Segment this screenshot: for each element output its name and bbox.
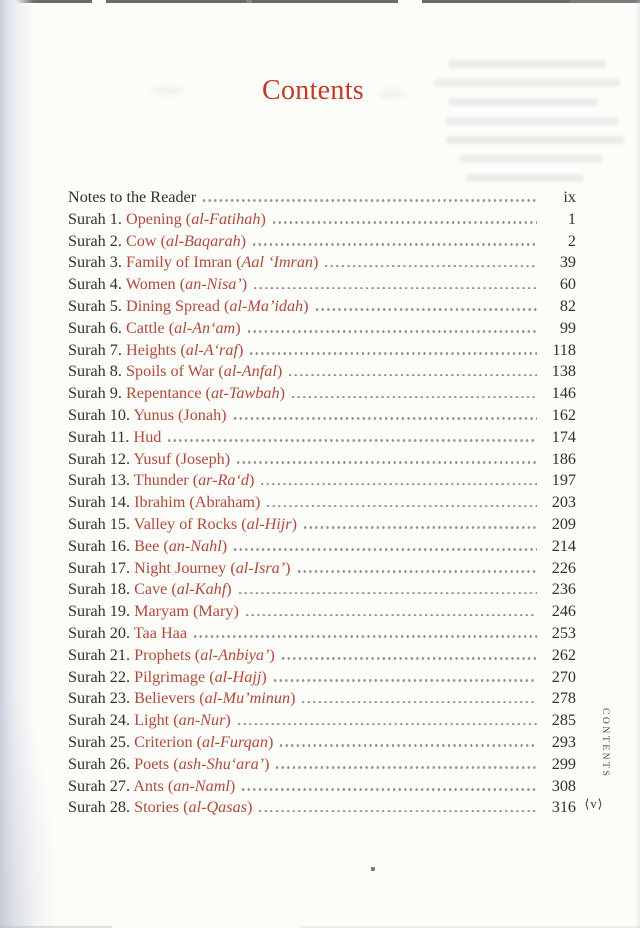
toc-entry-transliteration: al-Furqan [201, 732, 268, 751]
toc-entry-transliteration: al-Mu’minun [204, 689, 291, 708]
toc-entry-label: Surah 1. [68, 209, 122, 228]
bleedthrough-line [446, 117, 618, 125]
toc-entry [68, 558, 576, 580]
toc-entry-text [68, 231, 246, 253]
toc-entry-label: Surah 18. [68, 580, 131, 599]
toc-entry-page: 174 [551, 427, 576, 446]
toc-entry-title: Prophets (al-Anbiya’) [130, 645, 275, 664]
toc-entry-page: 236 [551, 580, 576, 599]
toc-entry [68, 209, 576, 231]
toc-entry-text [68, 427, 161, 449]
dot-leader [234, 409, 537, 420]
toc-entry-page: 186 [551, 449, 576, 468]
scan-top-edge [0, 0, 640, 3]
toc-entry-text [68, 732, 273, 754]
toc-entry-title: Taa Haa [130, 623, 188, 642]
toc-entry-title: Night Journey (al-Isra’) [130, 558, 291, 577]
toc-entry-transliteration: al-Isra’ [235, 558, 286, 577]
toc-entry [68, 667, 576, 689]
toc-entry-title: Thunder (ar-Ra‘d) [130, 471, 255, 490]
toc-entry-label: Surah 26. [68, 754, 131, 773]
dot-leader [248, 322, 537, 333]
toc-entry-page: 209 [551, 514, 576, 533]
toc-entry-page: ix [563, 188, 576, 206]
toc-entry-label: Surah 5. [68, 296, 122, 315]
toc-entry-title: Cave (al-Kahf) [130, 580, 232, 599]
toc-entry-label: Surah 16. [68, 536, 131, 555]
toc-entry-title: Poets (ash-Shu‘ara’) [130, 754, 270, 773]
toc-entry-text [68, 187, 196, 209]
toc-entry-title: Repentance (at-Tawbah) [121, 384, 285, 403]
toc-entry [68, 340, 576, 362]
toc-entry-text [68, 514, 297, 536]
toc-entry-title: Stories (al-Qasas) [130, 798, 253, 817]
toc-entry-label: Notes to the Reader [68, 188, 197, 206]
toc-entry [68, 405, 576, 427]
toc-entry [68, 318, 576, 340]
toc-entry-transliteration: al-Ma’idah [229, 296, 304, 315]
toc-entry-page: 214 [551, 536, 576, 555]
toc-entry-page: 293 [551, 732, 576, 751]
toc-entry-transliteration: al-Anfal [223, 362, 277, 381]
toc-entry [68, 492, 576, 514]
toc-entry-label: Surah 10. [68, 405, 131, 424]
dot-leader [273, 213, 537, 224]
dot-leader [267, 496, 537, 507]
toc-entry-text [68, 558, 291, 580]
toc-entry-text [68, 274, 247, 296]
toc-entry-page: 253 [551, 623, 576, 642]
dot-leader [168, 431, 537, 442]
toc-entry-text [68, 470, 254, 492]
toc-entry-text [68, 688, 295, 710]
toc-entry-label: Surah 17. [68, 558, 131, 577]
toc-entry [68, 252, 576, 274]
toc-entry-page: 285 [551, 711, 576, 730]
toc-entry [68, 449, 576, 471]
toc-entry-label: Surah 2. [68, 231, 122, 250]
toc-entry-label: Surah 6. [68, 318, 122, 337]
toc-entry-label: Surah 12. [68, 449, 131, 468]
toc-entry-title: Light (an-Nur) [130, 711, 231, 730]
toc-entry-page: 138 [551, 362, 576, 381]
toc-entry-transliteration: al-Baqarah [166, 231, 241, 250]
scan-right-edge [635, 0, 640, 928]
toc-entry-text [68, 449, 230, 471]
bleedthrough-line [460, 155, 602, 163]
dot-leader [250, 344, 537, 355]
toc-entry-title: Ibrahim (Abraham) [130, 493, 261, 512]
toc-entry [68, 710, 576, 732]
dot-leader [194, 627, 537, 638]
toc-entry-transliteration: al-Hijr [246, 514, 292, 533]
toc-entry-label: Surah 11. [68, 427, 130, 446]
toc-entry-label: Surah 8. [68, 362, 122, 381]
toc-entry-text [68, 340, 243, 362]
toc-entry-transliteration: al-An‘am [174, 318, 236, 337]
dot-leader [304, 518, 537, 529]
toc-entry [68, 776, 576, 798]
dot-leader [302, 692, 537, 703]
dot-leader [298, 562, 537, 573]
toc-entry [68, 231, 576, 253]
toc-entry-transliteration: an-Nahl [168, 536, 222, 555]
toc-entry-title: Hud [129, 427, 162, 446]
toc-entry-page: 226 [551, 558, 576, 577]
dot-leader [237, 453, 537, 464]
toc-entry-page: 270 [551, 667, 576, 686]
dot-leader [276, 758, 537, 769]
toc-entry [68, 732, 576, 754]
toc-entry-label: Surah 20. [68, 623, 131, 642]
toc-entry [68, 754, 576, 776]
toc-entry-label: Surah 9. [68, 384, 122, 403]
dot-leader [292, 387, 537, 398]
toc-entry-label: Surah 13. [68, 471, 131, 490]
toc-entry [68, 623, 576, 645]
toc-entry-page: 99 [559, 318, 576, 337]
toc-entry-text [68, 296, 309, 318]
dot-leader [259, 801, 537, 812]
dot-leader [261, 474, 537, 485]
toc-entry-page: 197 [551, 471, 576, 490]
dot-leader [246, 605, 537, 616]
toc-entry-transliteration: al-Kahf [176, 580, 227, 599]
toc-entry [68, 797, 576, 819]
toc-entry-text [68, 645, 275, 667]
toc-entry-page: 299 [551, 754, 576, 773]
table-of-contents [68, 187, 576, 819]
toc-entry-label: Surah 28. [68, 798, 131, 817]
toc-entry-text [68, 383, 285, 405]
toc-entry-transliteration: al-Anbiya’ [200, 645, 270, 664]
toc-entry-text [68, 797, 252, 819]
toc-entry-transliteration: al-Hajj [214, 667, 262, 686]
dot-leader [254, 278, 537, 289]
toc-entry [68, 579, 576, 601]
toc-entry-label: Surah 3. [68, 253, 122, 272]
toc-entry-label: Surah 14. [68, 493, 131, 512]
dot-leader [242, 780, 537, 791]
toc-entry-page: 262 [551, 645, 576, 664]
toc-entry-label: Surah 22. [68, 667, 131, 686]
toc-entry-page: 308 [551, 776, 576, 795]
toc-entry-text [68, 776, 235, 798]
toc-entry-title: Ants (an-Naml) [130, 776, 236, 795]
bleedthrough-line [466, 174, 584, 182]
page-number-marker: ⟨v⟩ [584, 797, 604, 811]
toc-entry-title: Women (an-Nisa’) [121, 275, 248, 294]
toc-entry-title: Maryam (Mary) [130, 602, 239, 621]
side-running-head: CONTENTS [600, 708, 610, 779]
toc-entry-page: 146 [551, 384, 576, 403]
toc-entry-transliteration: al-A‘raf [185, 340, 238, 359]
toc-entry-page: 39 [559, 253, 576, 272]
toc-entry-label: Surah 24. [68, 711, 131, 730]
toc-entry-label: Surah 15. [68, 514, 131, 533]
toc-entry-label: Surah 4. [68, 275, 122, 294]
toc-entry-text [68, 318, 241, 340]
toc-entry-text [68, 623, 187, 645]
toc-entry-text [68, 710, 231, 732]
bleedthrough-line [446, 136, 624, 144]
toc-entry-page: 203 [551, 493, 576, 512]
toc-entry [68, 427, 576, 449]
toc-entry-title: Yusuf (Joseph) [130, 449, 231, 468]
toc-entry [68, 383, 576, 405]
toc-entry-transliteration: at-Tawbah [210, 384, 280, 403]
toc-entry [68, 296, 576, 318]
toc-entry-page: 1 [567, 209, 576, 228]
toc-entry-transliteration: an-Naml [173, 776, 230, 795]
toc-entry-title: Bee (an-Nahl) [130, 536, 228, 555]
toc-entry-text [68, 536, 227, 558]
toc-entry-title: Spoils of War (al-Anfal) [121, 362, 283, 381]
toc-entry-title: Valley of Rocks (al-Hijr) [130, 514, 297, 533]
binding-gutter-shadow [0, 0, 34, 928]
toc-entry-text [68, 601, 239, 623]
toc-entry-label: Surah 7. [68, 340, 122, 359]
dot-leader [325, 256, 537, 267]
toc-entry [68, 187, 576, 209]
page-title: Contents [262, 75, 364, 106]
toc-entry-text [68, 405, 227, 427]
dot-leader [239, 583, 537, 594]
toc-entry-title: Opening (al-Fatihah) [121, 209, 266, 228]
dot-leader [280, 736, 537, 747]
dot-leader [282, 649, 537, 660]
toc-entry [68, 514, 576, 536]
toc-entry-label: Surah 23. [68, 689, 131, 708]
toc-entry-page: 60 [559, 275, 576, 294]
toc-entry-page: 2 [567, 231, 576, 250]
toc-entry-text [68, 252, 318, 274]
toc-entry-transliteration: an-Nur [178, 711, 226, 730]
toc-entry-title: Pilgrimage (al-Hajj) [130, 667, 267, 686]
scan-speck [371, 867, 375, 871]
toc-entry-transliteration: Mary [198, 602, 234, 621]
toc-entry [68, 536, 576, 558]
toc-entry-text [68, 361, 282, 383]
toc-entry [68, 274, 576, 296]
toc-entry-text [68, 754, 269, 776]
toc-entry-transliteration: al-Fatihah [191, 209, 261, 228]
toc-entry-title: Yunus (Jonah) [130, 405, 227, 424]
toc-entry-text [68, 667, 267, 689]
toc-entry-page: 162 [551, 405, 576, 424]
dot-leader [316, 300, 537, 311]
toc-entry-transliteration: Jonah [183, 405, 222, 424]
toc-entry [68, 645, 576, 667]
toc-entry-page: 118 [552, 340, 576, 359]
toc-entry [68, 470, 576, 492]
toc-entry-text [68, 579, 232, 601]
dot-leader [274, 671, 537, 682]
toc-entry [68, 688, 576, 710]
toc-entry-page: 82 [559, 296, 576, 315]
dot-leader [203, 191, 537, 202]
toc-entry-page: 246 [551, 602, 576, 621]
toc-entry-page: 278 [551, 689, 576, 708]
toc-entry [68, 601, 576, 623]
toc-entry-transliteration: Abraham [194, 493, 256, 512]
toc-entry-title: Believers (al-Mu’minun) [130, 689, 296, 708]
toc-entry [68, 361, 576, 383]
toc-entry-text [68, 209, 266, 231]
toc-entry-transliteration: an-Nisa’ [185, 275, 242, 294]
toc-entry-label: Surah 21. [68, 645, 131, 664]
toc-entry-title: Family of Imran (Aal ‘Imran) [121, 253, 319, 272]
toc-entry-transliteration: ar-Ra‘d [198, 471, 250, 490]
bleedthrough-line [448, 60, 606, 68]
dot-leader [289, 365, 537, 376]
toc-entry-transliteration: Joseph [180, 449, 225, 468]
toc-entry-title: Cow (al-Baqarah) [121, 231, 247, 250]
dot-leader [238, 714, 537, 725]
toc-entry-title: Heights (al-A‘raf) [121, 340, 244, 359]
toc-entry-text [68, 492, 260, 514]
toc-entry-transliteration: al-Qasas [188, 798, 247, 817]
binding-gutter-shadow-bottom [0, 668, 60, 928]
toc-entry-label: Surah 19. [68, 602, 131, 621]
toc-entry-transliteration: Aal ‘Imran [241, 253, 314, 272]
toc-entry-label: Surah 27. [68, 776, 131, 795]
toc-entry-title: Criterion (al-Furqan) [130, 732, 274, 751]
toc-entry-label: Surah 25. [68, 732, 131, 751]
toc-entry-transliteration: ash-Shu‘ara’ [178, 754, 265, 773]
toc-entry-title: Cattle (al-An‘am) [121, 318, 241, 337]
dot-leader [253, 235, 537, 246]
dot-leader [234, 540, 537, 551]
toc-entry-title: Dining Spread (al-Ma’idah) [121, 296, 309, 315]
toc-entry-page: 316 [551, 798, 576, 817]
